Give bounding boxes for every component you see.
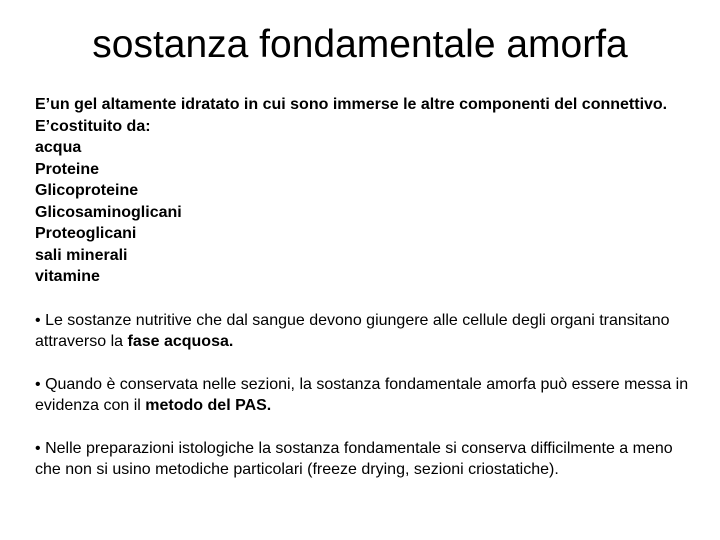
bullet-marker: • (35, 311, 41, 329)
components-list (35, 137, 695, 288)
component-item: Glicosaminoglicani (35, 203, 182, 221)
bullet-marker: • (35, 375, 41, 393)
bullet-emphasis: fase acquosa. (127, 333, 234, 350)
bullet-point (35, 310, 695, 353)
slide-title: sostanza fondamentale amorfa (92, 23, 628, 66)
component-item: vitamine (35, 268, 100, 285)
bullet-point (35, 374, 695, 417)
bullet-text: Le sostanze nutritive che dal sangue devono giungere alle cellule degli organi transitano attraverso la (35, 311, 670, 350)
component-item: Proteoglicani (35, 225, 137, 242)
bullet-emphasis: metodo del PAS. (145, 397, 272, 414)
bullet-point (35, 438, 695, 481)
component-item: Glicoproteine (35, 182, 139, 199)
component-item: acqua (35, 139, 82, 156)
bullet-text: Quando è conservata nelle sezioni, la sostanza fondamentale amorfa può essere messa in evidenza con il (35, 375, 689, 414)
bullet-text: Nelle preparazioni istologiche la sostanza fondamentale si conserva difficilmente a meno che non si usino metodiche particolari (freeze drying, sezioni criostatiche). (35, 439, 673, 478)
intro-paragraph: E’un gel altamente idratato in cui sono immerse le altre componenti del connettivo. E’costituito da: (35, 96, 668, 135)
slide-content (35, 94, 695, 481)
component-item: Proteine (35, 160, 100, 178)
component-item: sali minerali (35, 246, 128, 264)
bullet-marker: • (35, 439, 41, 457)
